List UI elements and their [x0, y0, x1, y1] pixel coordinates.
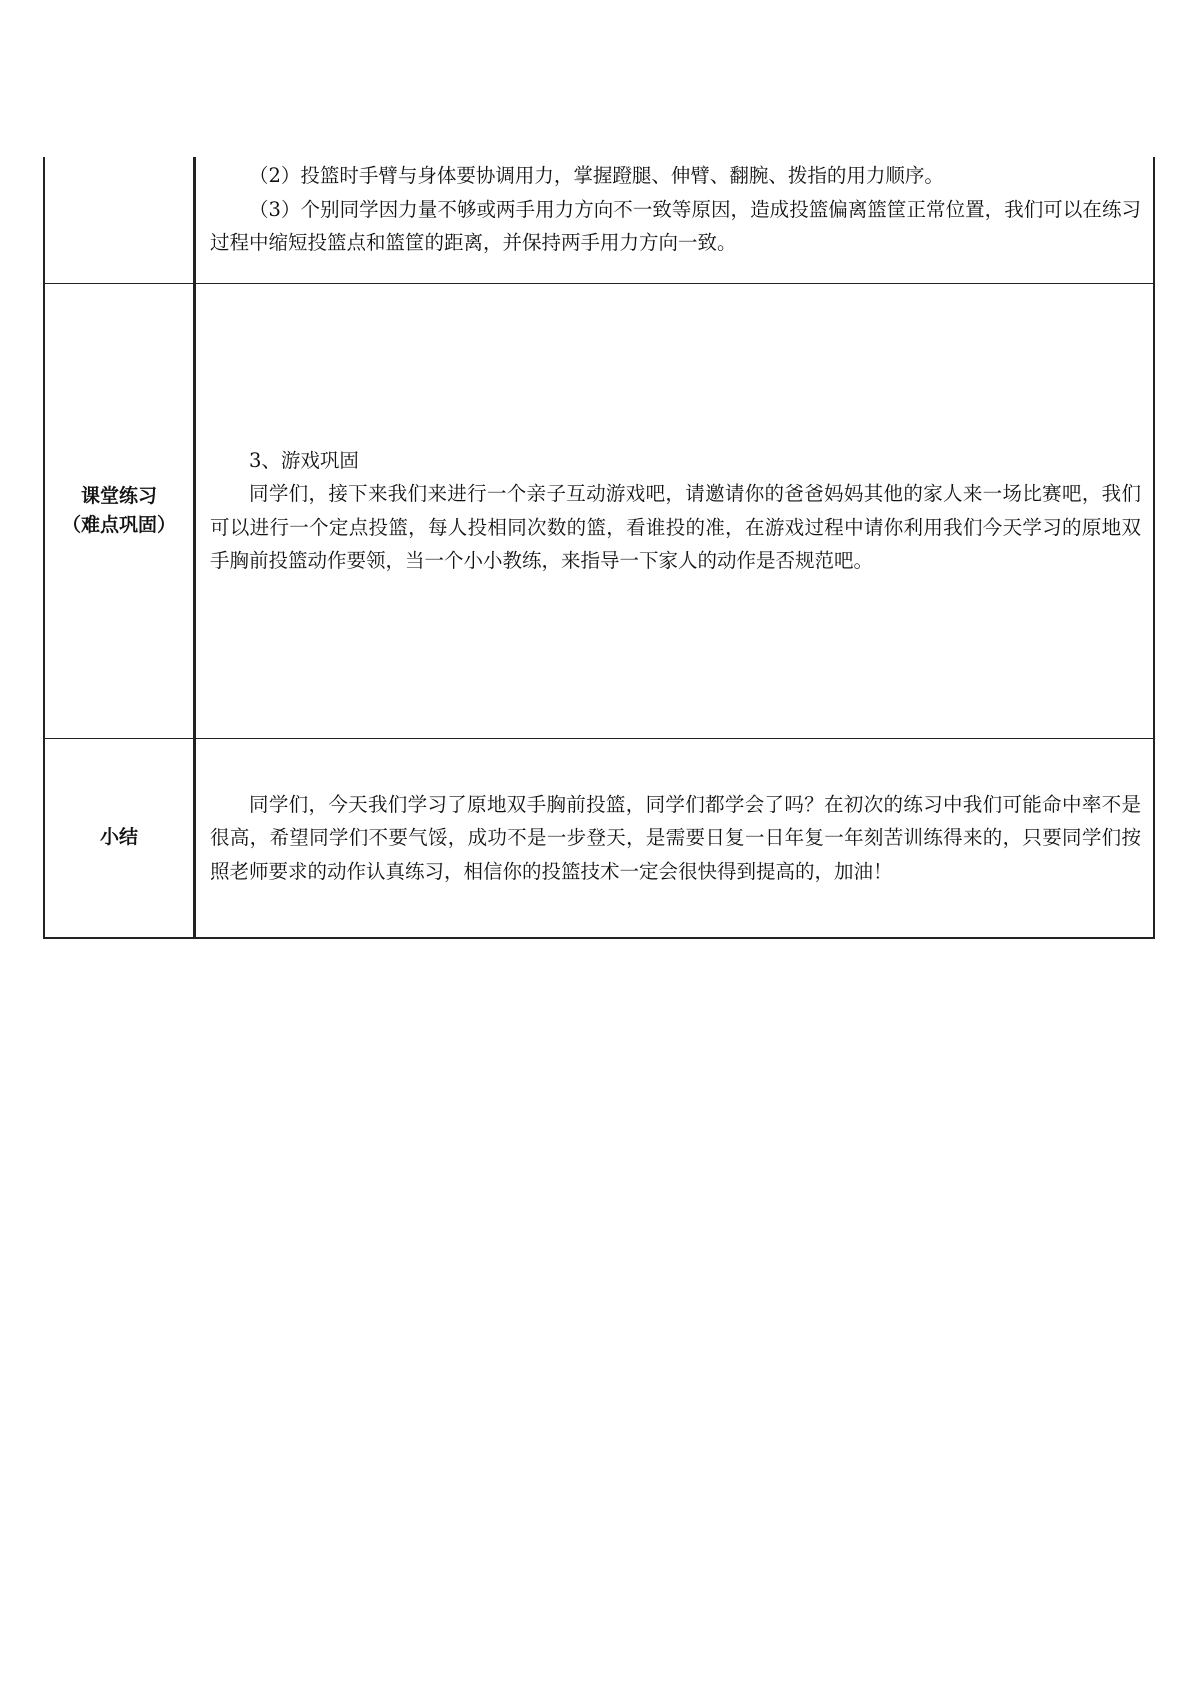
content-paragraph: （3）个别同学因力量不够或两手用力方向不一致等原因，造成投篮偏离篮筐正常位置，我们可以在练习过程中缩短投篮点和篮筐的距离，并保持两手用力方向一致。 — [210, 197, 1141, 254]
row-content-cell — [195, 283, 1155, 738]
row-label-difficulty-consolidation: （难点巩固） — [61, 513, 176, 536]
lesson-plan-table — [43, 157, 1155, 939]
row-label-classroom-practice: 课堂练习 — [80, 484, 157, 507]
content-paragraph: （2）投篮时手臂与身体要协调用力，掌握蹬腿、伸臂、翻腕、拨指的用力顺序。 — [249, 164, 944, 187]
row-label-cell — [44, 283, 195, 738]
table-row — [44, 157, 1154, 283]
row-content-cell — [195, 157, 1155, 283]
table-row — [44, 283, 1154, 738]
row-label-summary: 小结 — [99, 826, 138, 849]
row-content-cell — [195, 738, 1155, 938]
content-paragraph: 同学们，今天我们学习了原地双手胸前投篮，同学们都学会了吗？在初次的练习中我们可能命中率不是很高，希望同学们不要气馁，成功不是一步登天，是需要日复一日年复一年刻苦训练得来的，只要同学们按照老师要求的动作认真练习，相信你的投篮技术一定会很快得到提高的，加油！ — [210, 792, 1141, 883]
row-label-cell — [44, 738, 195, 938]
content-paragraph: 3、游戏巩固 — [249, 448, 359, 472]
table-row — [44, 738, 1154, 938]
content-paragraph: 同学们，接下来我们来进行一个亲子互动游戏吧，请邀请你的爸爸妈妈其他的家人来一场比赛吧，我们可以进行一个定点投篮，每人投相同次数的篮，看谁投的准，在游戏过程中请你利用我们今天学习的原地双手胸前投篮动作要领，当一个小小教练，来指导一下家人的动作是否规范吧。 — [210, 482, 1141, 572]
row-label-cell — [44, 157, 195, 283]
